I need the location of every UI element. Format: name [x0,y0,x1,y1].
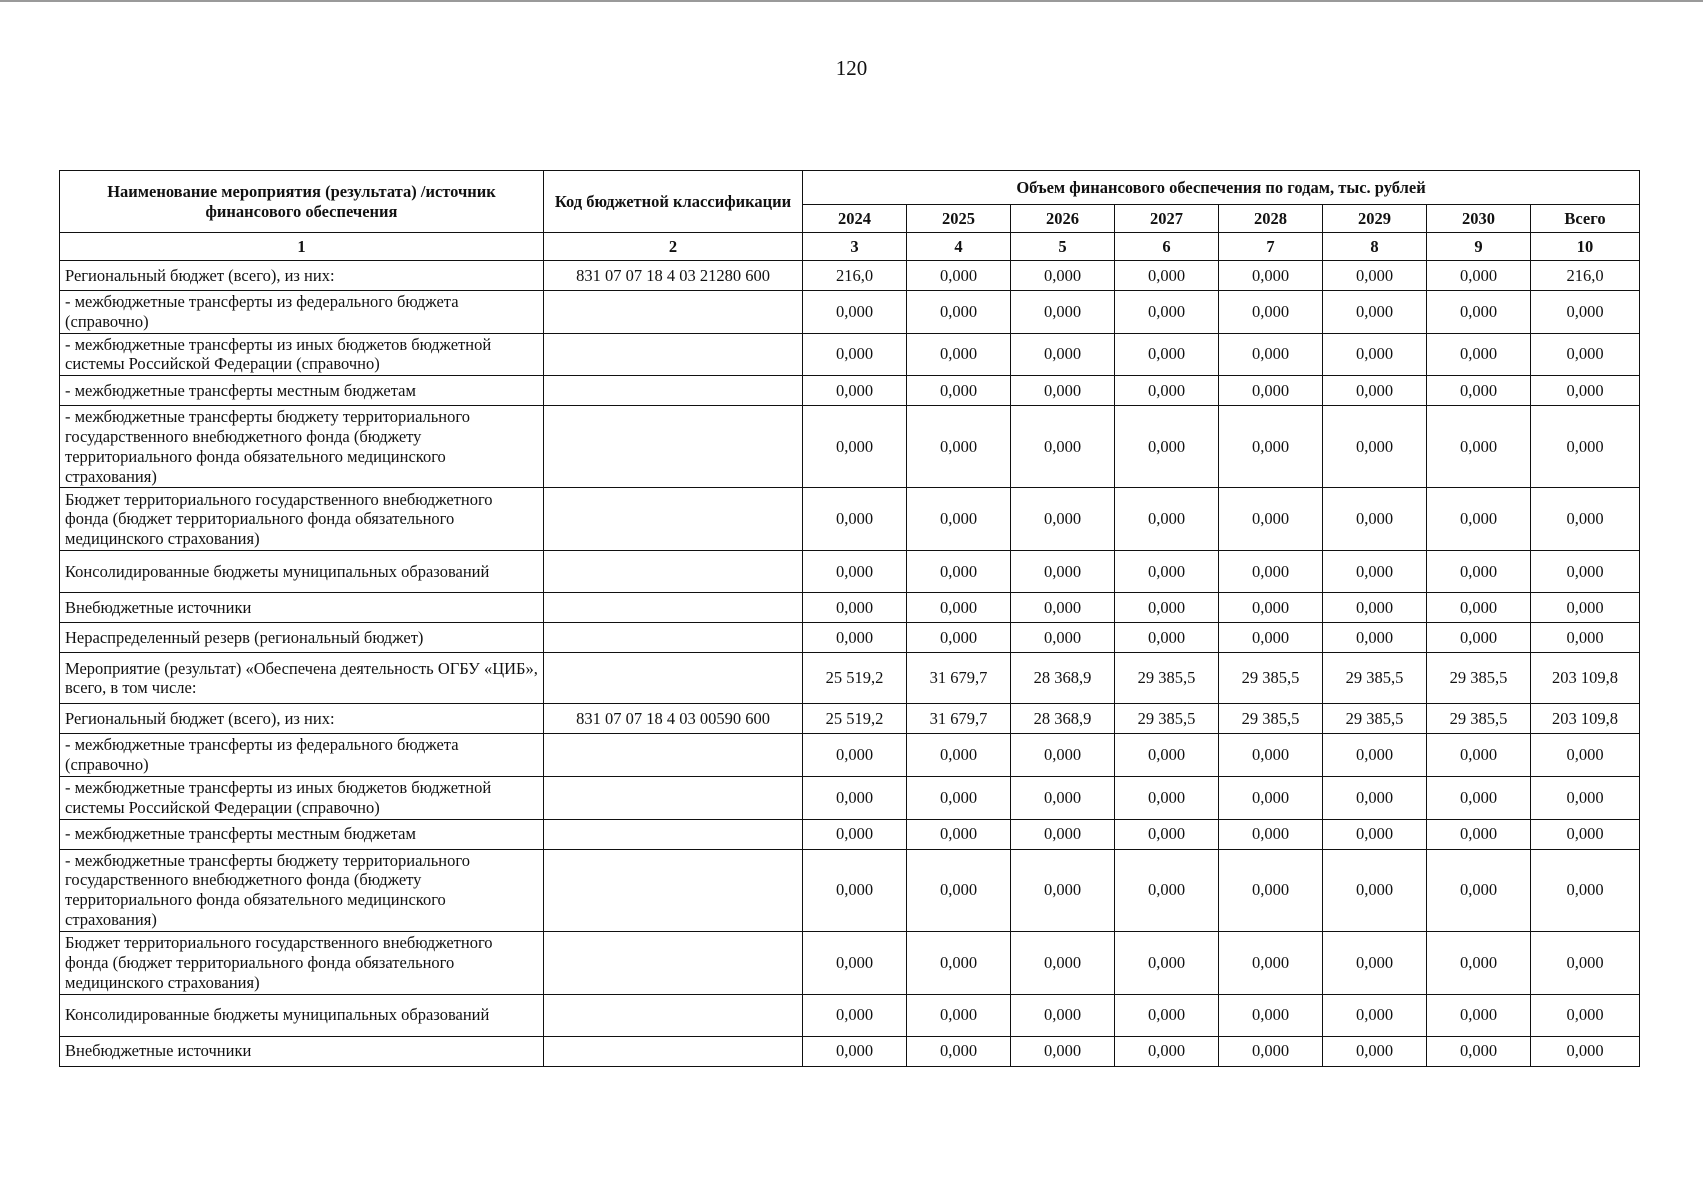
year-value-cell: 0,000 [1115,734,1219,777]
header-year: 2026 [1011,205,1115,233]
year-value-cell: 0,000 [1427,819,1531,849]
table-row [60,376,1640,406]
year-value-cell: 0,000 [907,551,1011,593]
table-row [60,1036,1640,1066]
page-number: 120 [835,56,868,80]
year-value-cell: 29 385,5 [1323,704,1427,734]
year-value-cell: 0,000 [1011,333,1115,376]
year-value-cell: 0,000 [803,819,907,849]
total-cell: 0,000 [1531,333,1640,376]
year-value-cell: 0,000 [1219,1036,1323,1066]
table-row [60,819,1640,849]
year-value-cell: 0,000 [1427,849,1531,931]
year-value-cell: 0,000 [1427,551,1531,593]
year-value-cell: 0,000 [1219,333,1323,376]
year-value-cell: 0,000 [1011,593,1115,623]
total-cell: 0,000 [1531,593,1640,623]
year-value-cell: 0,000 [907,333,1011,376]
year-value-cell: 0,000 [1219,488,1323,551]
year-value-cell: 0,000 [1219,593,1323,623]
year-value-cell: 29 385,5 [1115,653,1219,704]
year-value-cell: 0,000 [1115,623,1219,653]
total-cell: 203 109,8 [1531,704,1640,734]
year-value-cell: 0,000 [1323,1036,1427,1066]
total-cell: 0,000 [1531,819,1640,849]
year-value-cell: 0,000 [803,734,907,777]
year-value-cell: 0,000 [803,333,907,376]
year-value-cell: 0,000 [1427,406,1531,488]
column-number: 6 [1115,233,1219,261]
year-value-cell: 0,000 [803,551,907,593]
year-value-cell: 0,000 [1115,291,1219,334]
table-row [60,734,1640,777]
table-row [60,623,1640,653]
year-value-cell: 0,000 [1011,1036,1115,1066]
year-value-cell: 0,000 [1427,994,1531,1036]
table-row [60,849,1640,931]
year-value-cell: 0,000 [1219,776,1323,819]
column-number: 1 [60,233,544,261]
budget-code-cell [544,994,803,1036]
year-value-cell: 31 679,7 [907,704,1011,734]
year-value-cell: 0,000 [907,623,1011,653]
table-body [60,261,1640,1067]
year-value-cell: 29 385,5 [1219,653,1323,704]
year-value-cell: 0,000 [1011,488,1115,551]
year-value-cell: 0,000 [1323,849,1427,931]
year-value-cell: 28 368,9 [1011,653,1115,704]
year-value-cell: 0,000 [1115,1036,1219,1066]
table-row [60,406,1640,488]
budget-code-cell [544,734,803,777]
year-value-cell: 0,000 [1011,931,1115,994]
year-value-cell: 0,000 [1427,488,1531,551]
year-value-cell: 0,000 [1011,291,1115,334]
column-number: 9 [1427,233,1531,261]
year-value-cell: 0,000 [1427,734,1531,777]
total-cell: 0,000 [1531,994,1640,1036]
year-value-cell: 0,000 [803,931,907,994]
year-value-cell: 0,000 [1323,593,1427,623]
year-value-cell: 0,000 [1427,1036,1531,1066]
budget-code-cell [544,849,803,931]
year-value-cell: 0,000 [907,931,1011,994]
year-value-cell: 0,000 [1323,623,1427,653]
year-value-cell: 0,000 [1323,376,1427,406]
total-cell: 0,000 [1531,623,1640,653]
column-number: 5 [1011,233,1115,261]
source-name-cell: Мероприятие (результат) «Обеспечена деятельность ОГБУ «ЦИБ», всего, в том числе: [60,653,544,704]
table-row [60,261,1640,291]
budget-code-cell: 831 07 07 18 4 03 00590 600 [544,704,803,734]
column-number: 3 [803,233,907,261]
table-row [60,776,1640,819]
year-value-cell: 25 519,2 [803,653,907,704]
year-value-cell: 0,000 [1011,376,1115,406]
year-value-cell: 0,000 [1219,819,1323,849]
year-value-cell: 0,000 [907,488,1011,551]
budget-code-cell [544,776,803,819]
year-value-cell: 0,000 [1427,776,1531,819]
year-value-cell: 0,000 [1323,994,1427,1036]
year-value-cell: 0,000 [1427,291,1531,334]
year-value-cell: 0,000 [1323,261,1427,291]
year-value-cell: 29 385,5 [1323,653,1427,704]
source-name-cell: Бюджет территориального государственного внебюджетного фонда (бюджет территориального фонда обязательного медицинского страхования) [60,488,544,551]
total-cell: 0,000 [1531,488,1640,551]
header-year: 2025 [907,205,1011,233]
year-value-cell: 0,000 [1323,819,1427,849]
year-value-cell: 0,000 [907,776,1011,819]
year-value-cell: 0,000 [1427,261,1531,291]
year-value-cell: 29 385,5 [1427,653,1531,704]
year-value-cell: 0,000 [1115,994,1219,1036]
total-cell: 0,000 [1531,931,1640,994]
year-value-cell: 0,000 [1011,849,1115,931]
year-value-cell: 0,000 [803,593,907,623]
year-value-cell: 0,000 [907,376,1011,406]
source-name-cell: - межбюджетные трансферты бюджету территориального государственного внебюджетного фонда (бюджету территориального фонда обязательного медицинского страхования) [60,849,544,931]
year-value-cell: 0,000 [1219,261,1323,291]
source-name-cell: Консолидированные бюджеты муниципальных образований [60,994,544,1036]
total-cell: 0,000 [1531,551,1640,593]
column-number-row [60,233,1640,261]
header-year: 2028 [1219,205,1323,233]
year-value-cell: 0,000 [1219,406,1323,488]
source-name-cell: Региональный бюджет (всего), из них: [60,704,544,734]
total-cell: 203 109,8 [1531,653,1640,704]
column-number: 4 [907,233,1011,261]
year-value-cell: 0,000 [803,849,907,931]
year-value-cell: 0,000 [803,488,907,551]
year-value-cell: 0,000 [1219,623,1323,653]
year-value-cell: 0,000 [1323,551,1427,593]
budget-code-cell [544,551,803,593]
year-value-cell: 0,000 [1011,406,1115,488]
total-cell: 216,0 [1531,261,1640,291]
year-value-cell: 0,000 [1427,333,1531,376]
year-value-cell: 0,000 [1219,376,1323,406]
year-value-cell: 0,000 [1323,406,1427,488]
source-name-cell: Региональный бюджет (всего), из них: [60,261,544,291]
year-value-cell: 0,000 [1115,333,1219,376]
budget-code-cell [544,333,803,376]
budget-code-cell [544,1036,803,1066]
table-row [60,704,1640,734]
year-value-cell: 0,000 [803,1036,907,1066]
year-value-cell: 0,000 [1427,931,1531,994]
year-value-cell: 0,000 [1427,623,1531,653]
year-value-cell: 0,000 [907,593,1011,623]
year-value-cell: 0,000 [803,376,907,406]
year-value-cell: 0,000 [1427,376,1531,406]
year-value-cell: 0,000 [1427,593,1531,623]
year-value-cell: 0,000 [1323,734,1427,777]
year-value-cell: 0,000 [1011,623,1115,653]
table-row [60,551,1640,593]
table-row [60,488,1640,551]
scan-edge-line [0,0,1703,2]
budget-code-cell [544,819,803,849]
year-value-cell: 0,000 [1219,994,1323,1036]
header-year: 2027 [1115,205,1219,233]
total-cell: 0,000 [1531,1036,1640,1066]
year-value-cell: 0,000 [803,291,907,334]
year-value-cell: 0,000 [1115,261,1219,291]
year-value-cell: 0,000 [907,406,1011,488]
budget-code-cell [544,376,803,406]
year-value-cell: 0,000 [1115,376,1219,406]
table-row [60,931,1640,994]
year-value-cell: 0,000 [803,776,907,819]
year-value-cell: 31 679,7 [907,653,1011,704]
year-value-cell: 0,000 [907,849,1011,931]
total-cell: 0,000 [1531,776,1640,819]
year-value-cell: 0,000 [1323,488,1427,551]
column-number: 10 [1531,233,1640,261]
year-value-cell: 0,000 [907,994,1011,1036]
header-code: Код бюджетной классификации [544,171,803,233]
year-value-cell: 0,000 [907,734,1011,777]
year-value-cell: 0,000 [1115,488,1219,551]
year-value-cell: 29 385,5 [1115,704,1219,734]
table-row [60,653,1640,704]
year-value-cell: 216,0 [803,261,907,291]
year-value-cell: 0,000 [1323,291,1427,334]
source-name-cell: - межбюджетные трансферты местным бюджетам [60,376,544,406]
year-value-cell: 0,000 [1219,551,1323,593]
budget-code-cell [544,291,803,334]
header-total: Всего [1531,205,1640,233]
year-value-cell: 0,000 [907,1036,1011,1066]
year-value-cell: 25 519,2 [803,704,907,734]
year-value-cell: 0,000 [1219,734,1323,777]
budget-code-cell [544,931,803,994]
year-value-cell: 0,000 [1323,931,1427,994]
budget-table [59,170,1640,1067]
source-name-cell: Бюджет территориального государственного внебюджетного фонда (бюджет территориального фонда обязательного медицинского страхования) [60,931,544,994]
table-row [60,291,1640,334]
year-value-cell: 0,000 [1219,849,1323,931]
column-number: 7 [1219,233,1323,261]
source-name-cell: Нераспределенный резерв (региональный бюджет) [60,623,544,653]
year-value-cell: 0,000 [1219,931,1323,994]
total-cell: 0,000 [1531,291,1640,334]
year-value-cell: 0,000 [1115,776,1219,819]
year-value-cell: 0,000 [907,261,1011,291]
year-value-cell: 0,000 [1323,776,1427,819]
year-value-cell: 0,000 [1011,734,1115,777]
year-value-cell: 0,000 [1115,593,1219,623]
budget-code-cell [544,653,803,704]
year-value-cell: 0,000 [803,994,907,1036]
source-name-cell: Консолидированные бюджеты муниципальных образований [60,551,544,593]
budget-code-cell [544,623,803,653]
source-name-cell: Внебюджетные источники [60,593,544,623]
budget-code-cell [544,406,803,488]
table-row [60,994,1640,1036]
total-cell: 0,000 [1531,734,1640,777]
year-value-cell: 0,000 [1115,406,1219,488]
year-value-cell: 0,000 [1011,261,1115,291]
table-row [60,333,1640,376]
year-value-cell: 0,000 [1011,994,1115,1036]
year-value-cell: 0,000 [1115,819,1219,849]
year-value-cell: 29 385,5 [1427,704,1531,734]
year-value-cell: 0,000 [1011,819,1115,849]
year-value-cell: 0,000 [803,406,907,488]
budget-code-cell [544,593,803,623]
total-cell: 0,000 [1531,406,1640,488]
budget-code-cell: 831 07 07 18 4 03 21280 600 [544,261,803,291]
source-name-cell: - межбюджетные трансферты из иных бюджетов бюджетной системы Российской Федерации (справочно) [60,333,544,376]
year-value-cell: 0,000 [1115,849,1219,931]
year-value-cell: 0,000 [907,819,1011,849]
source-name-cell: - межбюджетные трансферты из иных бюджетов бюджетной системы Российской Федерации (справочно) [60,776,544,819]
header-volume-group: Объем финансового обеспечения по годам, тыс. рублей [803,171,1640,205]
year-value-cell: 0,000 [907,291,1011,334]
source-name-cell: - межбюджетные трансферты местным бюджетам [60,819,544,849]
column-number: 8 [1323,233,1427,261]
budget-code-cell [544,488,803,551]
source-name-cell: - межбюджетные трансферты бюджету территориального государственного внебюджетного фонда (бюджету территориального фонда обязательного медицинского страхования) [60,406,544,488]
year-value-cell: 0,000 [1323,333,1427,376]
source-name-cell: Внебюджетные источники [60,1036,544,1066]
source-name-cell: - межбюджетные трансферты из федерального бюджета (справочно) [60,734,544,777]
year-value-cell: 0,000 [1011,776,1115,819]
total-cell: 0,000 [1531,376,1640,406]
year-value-cell: 29 385,5 [1219,704,1323,734]
year-value-cell: 0,000 [1011,551,1115,593]
year-value-cell: 0,000 [1219,291,1323,334]
source-name-cell: - межбюджетные трансферты из федерального бюджета (справочно) [60,291,544,334]
column-number: 2 [544,233,803,261]
header-year: 2030 [1427,205,1531,233]
table-row [60,593,1640,623]
header-year: 2029 [1323,205,1427,233]
year-value-cell: 0,000 [1115,931,1219,994]
year-value-cell: 0,000 [803,623,907,653]
year-value-cell: 28 368,9 [1011,704,1115,734]
header-year: 2024 [803,205,907,233]
header-name: Наименование мероприятия (результата) /источник финансового обеспечения [60,171,544,233]
total-cell: 0,000 [1531,849,1640,931]
year-value-cell: 0,000 [1115,551,1219,593]
